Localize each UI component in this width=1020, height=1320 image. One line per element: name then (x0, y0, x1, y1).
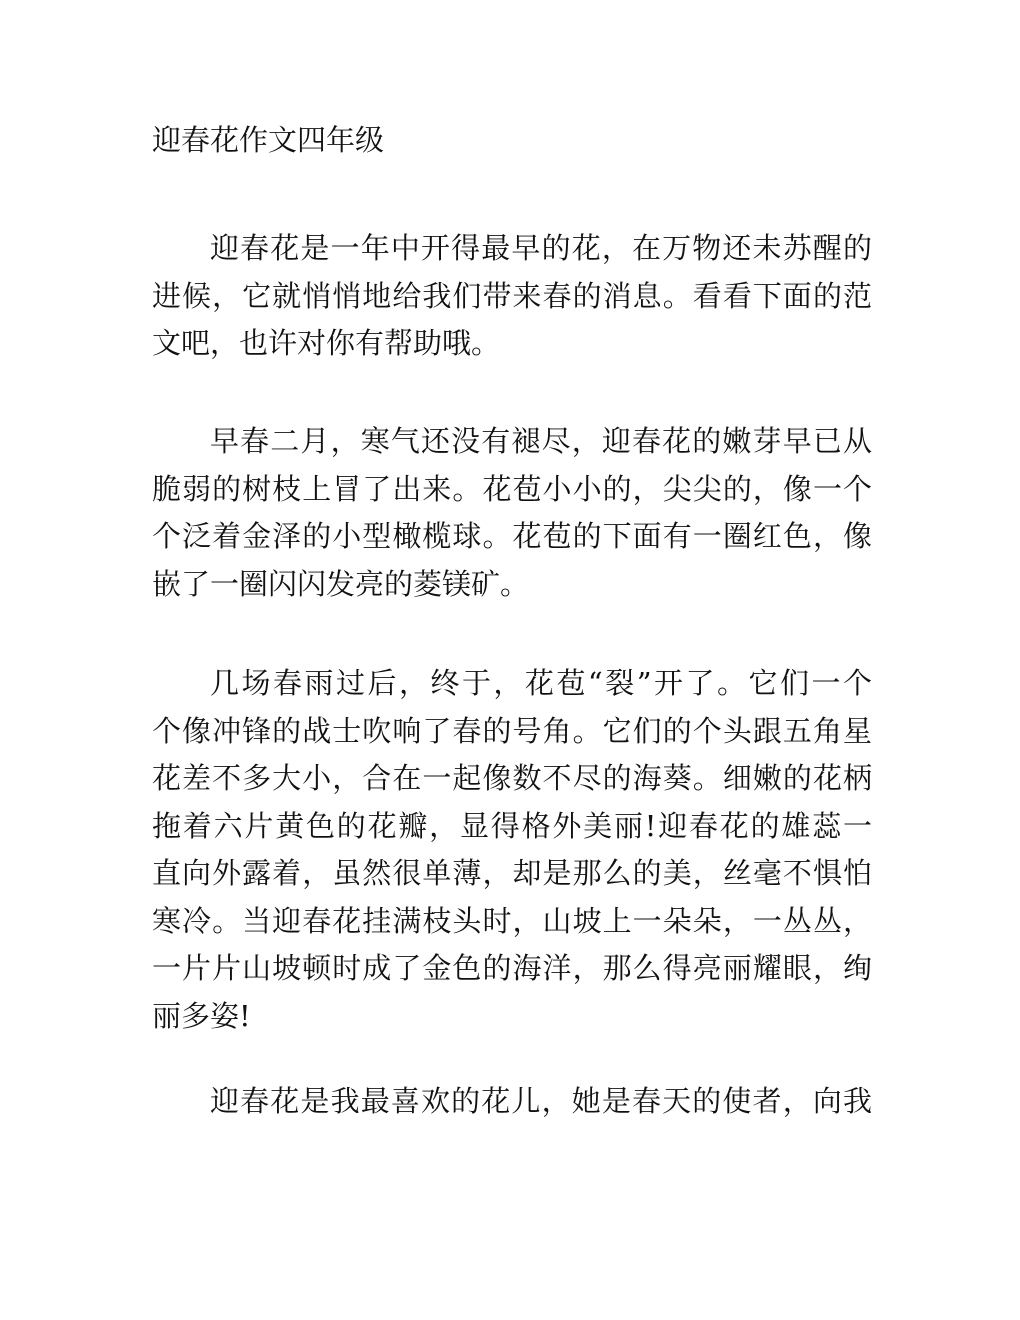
paragraph-line: 文吧，也许对你有帮助哦。 (152, 326, 501, 360)
paragraph-line: 几场春雨过后，终于，花苞“裂”开了。它们一个 (210, 666, 872, 700)
paragraph-line: 个像冲锋的战士吹响了春的号角。它们的个头跟五角星 (152, 713, 872, 748)
paragraph-early-spring (152, 418, 872, 608)
paragraph-line: 个泛着金泽的小型橄榄球。花苞的下面有一圈红色，像 (152, 519, 872, 553)
paragraph-blooming (152, 660, 872, 1040)
paragraph-line: 早春二月，寒气还没有褪尽，迎春花的嫩芽早已从 (210, 424, 872, 458)
paragraph-line: 一片片山坡顿时成了金色的海洋，那么得亮丽耀眼，绚 (152, 951, 872, 985)
paragraph-line: 丽多姿! (152, 998, 251, 1033)
paragraph-line: 寒冷。当迎春花挂满枝头时，山坡上一朵朵，一丛丛， (152, 903, 872, 938)
paragraph-line: 嵌了一圈闪闪发亮的菱镁矿。 (152, 566, 530, 601)
paragraph-intro (152, 225, 872, 368)
paragraph-line: 迎春花是一年中开得最早的花，在万物还未苏醒的 (210, 231, 872, 265)
document-title: 迎春花作文四年级 (152, 123, 385, 157)
paragraph-line: 拖着六片黄色的花瓣，显得格外美丽!迎春花的雄蕊一 (152, 808, 872, 843)
paragraph-line: 花差不多大小，合在一起像数不尽的海葵。细嫩的花柄 (152, 761, 872, 795)
paragraph-line: 直向外露着，虽然很单薄，却是那么的美，丝毫不惧怕 (152, 856, 872, 890)
paragraph-line: 迎春花是我最喜欢的花儿，她是春天的使者，向我 (210, 1084, 872, 1118)
paragraph-favorite (152, 1078, 872, 1126)
paragraph-line: 脆弱的树枝上冒了出来。花苞小小的，尖尖的，像一个 (152, 471, 872, 506)
paragraph-line: 进候，它就悄悄地给我们带来春的消息。看看下面的范 (152, 278, 872, 313)
